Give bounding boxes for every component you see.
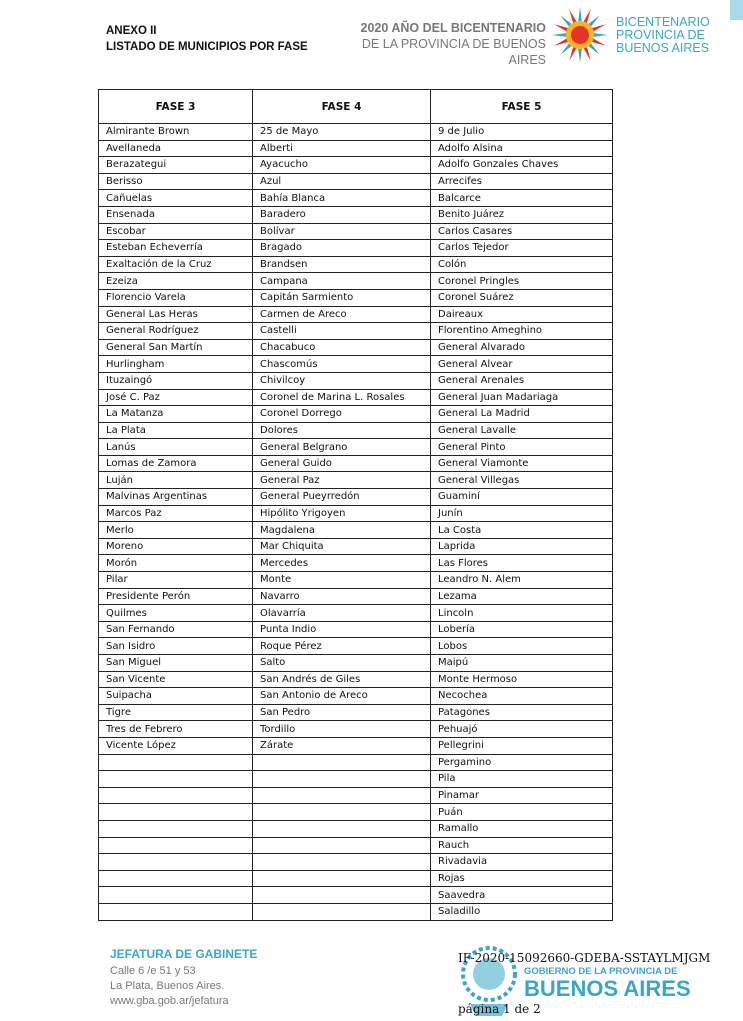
table-header-row [99, 90, 613, 124]
table-cell-fase-4: Carmen de Areco [253, 306, 431, 323]
table-row [99, 256, 613, 273]
document-id: IF-2020-15092660-GDEBA-SSTAYLMJGM [458, 951, 711, 965]
table-cell-fase-5: Carlos Tejedor [431, 240, 613, 257]
corner-ribbon [730, 0, 743, 20]
table-cell-fase-4: 25 de Mayo [253, 124, 431, 141]
table-row [99, 522, 613, 539]
table-cell-fase-4: Bahía Blanca [253, 190, 431, 207]
table-cell-fase-4: San Andrés de Giles [253, 671, 431, 688]
sun-ray [592, 39, 606, 46]
table-cell-fase-4: Navarro [253, 588, 431, 605]
table-cell-fase-5: General Villegas [431, 472, 613, 489]
footer-address-2: La Plata, Buenos Aires. [110, 980, 225, 992]
table-cell-fase-4: Baradero [253, 206, 431, 223]
table-row [99, 820, 613, 837]
table-cell-fase-3 [99, 771, 253, 788]
table-row [99, 721, 613, 738]
table-cell-fase-3: Pilar [99, 572, 253, 589]
table-cell-fase-3: San Vicente [99, 671, 253, 688]
table-cell-fase-4: Ayacucho [253, 157, 431, 174]
table-cell-fase-5: Leandro N. Alem [431, 572, 613, 589]
table-cell-fase-3: General Rodríguez [99, 323, 253, 340]
table-cell-fase-3: Florencio Varela [99, 289, 253, 306]
table-cell-fase-4: Coronel Dorrego [253, 406, 431, 423]
table-cell-fase-3: Marcos Paz [99, 505, 253, 522]
table-row [99, 887, 613, 904]
table-cell-fase-5: Puán [431, 804, 613, 821]
table-cell-fase-5: 9 de Julio [431, 124, 613, 141]
table-cell-fase-3: Tres de Febrero [99, 721, 253, 738]
table-cell-fase-3: San Miguel [99, 655, 253, 672]
table-row [99, 837, 613, 854]
table-cell-fase-3: Quilmes [99, 605, 253, 622]
bic-line-1: BICENTENARIO [616, 15, 710, 29]
table-cell-fase-4: Brandsen [253, 256, 431, 273]
table-cell-fase-4 [253, 837, 431, 854]
table-cell-fase-4: General Belgrano [253, 439, 431, 456]
table-cell-fase-3: General Las Heras [99, 306, 253, 323]
table-cell-fase-3: Hurlingham [99, 356, 253, 373]
sun-ray [569, 9, 576, 23]
table-cell-fase-5: Saavedra [431, 887, 613, 904]
table-cell-fase-4: Monte [253, 572, 431, 589]
table-cell-fase-3: Berisso [99, 173, 253, 190]
table-row [99, 538, 613, 555]
table-row [99, 223, 613, 240]
table-cell-fase-5: Pellegrini [431, 737, 613, 754]
table-row [99, 489, 613, 506]
table-cell-fase-3: José C. Paz [99, 389, 253, 406]
table-cell-fase-5: General Juan Madariaga [431, 389, 613, 406]
table-row [99, 655, 613, 672]
table-row [99, 704, 613, 721]
table-row [99, 339, 613, 356]
table-cell-fase-4: Alberti [253, 140, 431, 157]
table-row [99, 406, 613, 423]
table-row [99, 422, 613, 439]
bic-line-2: PROVINCIA DE [616, 28, 705, 42]
table-cell-fase-3: Lomas de Zamora [99, 455, 253, 472]
column-header-fase-3: FASE 3 [99, 90, 253, 124]
table-cell-fase-5: General Alvarado [431, 339, 613, 356]
table-row [99, 190, 613, 207]
bicentenario-sun-logo [551, 6, 609, 64]
table-cell-fase-3 [99, 787, 253, 804]
footer-website: www.gba.gob.ar/jefatura [110, 995, 229, 1007]
table-cell-fase-3 [99, 903, 253, 920]
table-cell-fase-4: Mar Chiquita [253, 538, 431, 555]
column-header-fase-4: FASE 4 [253, 90, 431, 124]
sun-ray [554, 24, 568, 31]
table-cell-fase-4: San Antonio de Areco [253, 688, 431, 705]
government-logo-text [524, 966, 691, 1001]
table-cell-fase-5: Monte Hermoso [431, 671, 613, 688]
table-cell-fase-3: Luján [99, 472, 253, 489]
table-row [99, 157, 613, 174]
table-row [99, 206, 613, 223]
table-cell-fase-5: Florentino Ameghino [431, 323, 613, 340]
bic-line-3: BUENOS AIRES [616, 41, 710, 55]
table-row [99, 240, 613, 257]
annex-label: ANEXO II [106, 25, 157, 37]
table-row [99, 688, 613, 705]
table-cell-fase-5: Lobos [431, 638, 613, 655]
table-cell-fase-4: Olavarría [253, 605, 431, 622]
table-cell-fase-5: Pinamar [431, 787, 613, 804]
table-cell-fase-4: Coronel de Marina L. Rosales [253, 389, 431, 406]
table-cell-fase-3: Avellaneda [99, 140, 253, 157]
table-cell-fase-5: Junín [431, 505, 613, 522]
footer-address-1: Calle 6 /e 51 y 53 [110, 965, 196, 977]
table-cell-fase-3: La Plata [99, 422, 253, 439]
gov-line-2: BUENOS AIRES [524, 976, 691, 1001]
table-cell-fase-4: Mercedes [253, 555, 431, 572]
table-row [99, 289, 613, 306]
table-row [99, 771, 613, 788]
table-row [99, 372, 613, 389]
table-row [99, 671, 613, 688]
footer-contact [110, 947, 257, 1009]
banner-line-2: DE LA PROVINCIA DE BUENOS AIRES [361, 37, 546, 67]
table-cell-fase-5: Rojas [431, 870, 613, 887]
document-title: LISTADO DE MUNICIPIOS POR FASE [106, 41, 308, 53]
table-cell-fase-4: Magdalena [253, 522, 431, 539]
table-cell-fase-4: Bragado [253, 240, 431, 257]
table-cell-fase-3: La Matanza [99, 406, 253, 423]
table-cell-fase-5: Coronel Suárez [431, 289, 613, 306]
table-cell-fase-3: Ituzaingó [99, 372, 253, 389]
table-row [99, 505, 613, 522]
table-cell-fase-5: Saladillo [431, 903, 613, 920]
table-cell-fase-3: Escobar [99, 223, 253, 240]
table-cell-fase-3: Vicente López [99, 737, 253, 754]
table-row [99, 854, 613, 871]
table-cell-fase-5: General Arenales [431, 372, 613, 389]
table-cell-fase-4: Chivilcoy [253, 372, 431, 389]
table-cell-fase-3: Lanús [99, 439, 253, 456]
table-cell-fase-5: Colón [431, 256, 613, 273]
sun-ray [589, 44, 600, 55]
table-cell-fase-3 [99, 870, 253, 887]
table-cell-fase-4: Punta Indio [253, 621, 431, 638]
table-cell-fase-5: General Viamonte [431, 455, 613, 472]
table-row [99, 472, 613, 489]
sun-ray [554, 39, 568, 46]
table-cell-fase-4: Capitán Sarmiento [253, 289, 431, 306]
table-cell-fase-4: Campana [253, 273, 431, 290]
table-cell-fase-4: General Paz [253, 472, 431, 489]
table-cell-fase-5: Pila [431, 771, 613, 788]
table-cell-fase-5: Daireaux [431, 306, 613, 323]
table-cell-fase-5: Pehuajó [431, 721, 613, 738]
document-heading [106, 23, 308, 55]
table-cell-fase-3: Berazategui [99, 157, 253, 174]
table-cell-fase-3 [99, 754, 253, 771]
table-row [99, 621, 613, 638]
table-cell-fase-3: San Fernando [99, 621, 253, 638]
table-row [99, 173, 613, 190]
table-cell-fase-5: Adolfo Gonzales Chaves [431, 157, 613, 174]
table-cell-fase-5: Las Flores [431, 555, 613, 572]
table-cell-fase-3: Exaltación de la Cruz [99, 256, 253, 273]
table-cell-fase-5: Rauch [431, 837, 613, 854]
table-cell-fase-4: Tordillo [253, 721, 431, 738]
table-row [99, 124, 613, 141]
table-cell-fase-3: Ezeiza [99, 273, 253, 290]
table-cell-fase-4: Hipólito Yrigoyen [253, 505, 431, 522]
table-cell-fase-4 [253, 787, 431, 804]
table-cell-fase-5: Pergamino [431, 754, 613, 771]
table-row [99, 455, 613, 472]
table-cell-fase-5: La Costa [431, 522, 613, 539]
table-cell-fase-5: General Pinto [431, 439, 613, 456]
table-cell-fase-4 [253, 820, 431, 837]
table-row [99, 306, 613, 323]
table-body [99, 124, 613, 921]
table-cell-fase-5: Lezama [431, 588, 613, 605]
table-cell-fase-3: Tigre [99, 704, 253, 721]
table-cell-fase-5: Guaminí [431, 489, 613, 506]
table-cell-fase-4: San Pedro [253, 704, 431, 721]
table-row [99, 737, 613, 754]
table-cell-fase-4 [253, 804, 431, 821]
table-row [99, 572, 613, 589]
table-cell-fase-4 [253, 754, 431, 771]
table-cell-fase-4: Salto [253, 655, 431, 672]
table-cell-fase-3: Moreno [99, 538, 253, 555]
table-cell-fase-3: San Isidro [99, 638, 253, 655]
sun-ray [578, 7, 582, 21]
table-cell-fase-3: Esteban Echeverría [99, 240, 253, 257]
page-number: página 1 de 2 [458, 1002, 541, 1016]
table-cell-fase-4: Dolores [253, 422, 431, 439]
table-cell-fase-3 [99, 804, 253, 821]
table-cell-fase-4: General Guido [253, 455, 431, 472]
banner-line-1: 2020 AÑO DEL BICENTENARIO [360, 21, 546, 35]
table-row [99, 754, 613, 771]
table-cell-fase-5: General Alvear [431, 356, 613, 373]
table-cell-fase-5: Balcarce [431, 190, 613, 207]
table-cell-fase-3 [99, 887, 253, 904]
table-row [99, 605, 613, 622]
table-row [99, 638, 613, 655]
table-row [99, 804, 613, 821]
table-cell-fase-4: Castelli [253, 323, 431, 340]
table-cell-fase-4 [253, 870, 431, 887]
table-cell-fase-4 [253, 771, 431, 788]
table-cell-fase-5: Necochea [431, 688, 613, 705]
table-cell-fase-4 [253, 854, 431, 871]
gov-line-1: GOBIERNO DE LA PROVINCIA DE [524, 966, 678, 977]
sun-ray [589, 15, 600, 26]
table-cell-fase-4 [253, 887, 431, 904]
table-cell-fase-3: General San Martín [99, 339, 253, 356]
table-row [99, 140, 613, 157]
table-cell-fase-5: Arrecifes [431, 173, 613, 190]
table-cell-fase-3: Morón [99, 555, 253, 572]
table-cell-fase-5: Patagones [431, 704, 613, 721]
sun-ray [560, 44, 571, 55]
table-cell-fase-3: Presidente Perón [99, 588, 253, 605]
sun-ray [584, 47, 591, 61]
table-cell-fase-3 [99, 837, 253, 854]
table-cell-fase-4 [253, 903, 431, 920]
table-row [99, 588, 613, 605]
table-cell-fase-5: Benito Juárez [431, 206, 613, 223]
table-cell-fase-5: General Lavalle [431, 422, 613, 439]
table-row [99, 787, 613, 804]
table-row [99, 273, 613, 290]
table-row [99, 903, 613, 920]
table-cell-fase-4: Zárate [253, 737, 431, 754]
table-cell-fase-5: Coronel Pringles [431, 273, 613, 290]
table-row [99, 870, 613, 887]
table-cell-fase-5: Laprida [431, 538, 613, 555]
sun-ray [578, 49, 582, 63]
table-row [99, 389, 613, 406]
table-cell-fase-4: Chacabuco [253, 339, 431, 356]
sun-ray [594, 33, 608, 37]
table-row [99, 439, 613, 456]
table-cell-fase-4: Azul [253, 173, 431, 190]
table-cell-fase-5: Adolfo Alsina [431, 140, 613, 157]
table-cell-fase-4: Roque Pérez [253, 638, 431, 655]
table-row [99, 555, 613, 572]
sun-ray [584, 9, 591, 23]
table-cell-fase-5: Lobería [431, 621, 613, 638]
sun-ray [592, 24, 606, 31]
sun-ray [552, 33, 566, 37]
sun-ray [560, 15, 571, 26]
footer-org-name: JEFATURA DE GABINETE [110, 947, 258, 961]
table-cell-fase-3: Merlo [99, 522, 253, 539]
table-cell-fase-5: Ramallo [431, 820, 613, 837]
table-cell-fase-4: Chascomús [253, 356, 431, 373]
table-row [99, 323, 613, 340]
bicentennial-banner [330, 20, 546, 68]
table-cell-fase-3: Almirante Brown [99, 124, 253, 141]
table-cell-fase-3 [99, 854, 253, 871]
table-cell-fase-3: Cañuelas [99, 190, 253, 207]
table-cell-fase-3: Suipacha [99, 688, 253, 705]
bicentenario-logo-text [616, 16, 710, 55]
municipalities-table [98, 89, 613, 921]
table-cell-fase-3: Malvinas Argentinas [99, 489, 253, 506]
table-cell-fase-5: Rivadavia [431, 854, 613, 871]
table-cell-fase-5: Maipú [431, 655, 613, 672]
table-cell-fase-5: General La Madrid [431, 406, 613, 423]
sun-ray [569, 47, 576, 61]
table-cell-fase-4: Bolívar [253, 223, 431, 240]
table-cell-fase-5: Lincoln [431, 605, 613, 622]
table-cell-fase-4: General Pueyrredón [253, 489, 431, 506]
column-header-fase-5: FASE 5 [431, 90, 613, 124]
table-cell-fase-3: Ensenada [99, 206, 253, 223]
table-row [99, 356, 613, 373]
table-cell-fase-3 [99, 820, 253, 837]
table-cell-fase-5: Carlos Casares [431, 223, 613, 240]
